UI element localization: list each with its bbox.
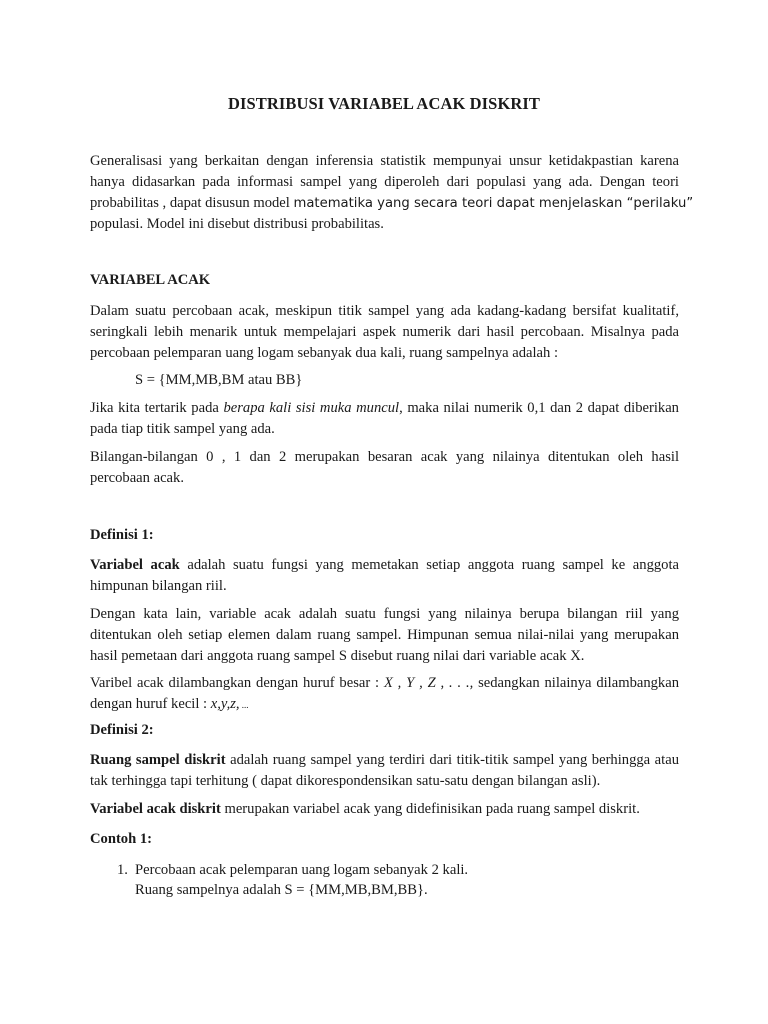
va-p2-line-1 — [90, 398, 679, 419]
va-p2-line-1a: Jika kita tertarik pada — [90, 400, 224, 416]
va-p2-emphasis: berapa kali sisi muka muncul — [223, 400, 400, 416]
def1-lower-symbols: x,y,z, — [210, 696, 240, 712]
intro-line-1: Generalisasi yang berkaitan dengan inferensia statistik mempunyai unsur ketidakpastian karena — [90, 153, 679, 169]
contoh-1-heading: Contoh 1: — [90, 831, 153, 847]
def1-ellipsis: ... — [239, 700, 249, 710]
definisi-1-paragraph-1 — [90, 555, 679, 597]
sample-space-formula: S = {MM,MB,BM atau BB} — [135, 372, 303, 388]
intro-line-2: hanya didasarkan pada informasi sampel yang diperoleh dari populasi yang ada. Dengan teori — [90, 174, 679, 190]
va-p1-line-2: seringkali lebih menarik untuk mempelajari aspek numerik dari hasil percobaan. Misalnya pada — [90, 324, 679, 340]
def1-upper-symbols: X , Y , Z , . . ., — [383, 675, 474, 691]
definisi-2-paragraph-2 — [90, 799, 679, 820]
def1-term: Variabel acak — [90, 557, 180, 573]
list-item-number: 1. — [117, 862, 128, 878]
def2-term-1: Ruang sampel diskrit — [90, 752, 226, 768]
list-item — [117, 860, 468, 900]
def1-p3-line-1 — [90, 673, 679, 694]
def1-p3-line-2 — [90, 694, 679, 716]
variabel-acak-paragraph-2 — [90, 398, 679, 440]
intro-line-3a: probabilitas , dapat disusun model — [90, 195, 294, 211]
variabel-acak-paragraph-3 — [90, 447, 679, 489]
def1-p2-line-2: ditentukan oleh setiap elemen dalam ruang sampel. Himpunan semua nilai-nilai yang merupakan — [90, 627, 679, 643]
def1-p3-line-1b: sedangkan nilainya dilambangkan — [473, 675, 680, 691]
def2-p2-text: merupakan variabel acak yang didefinisikan pada ruang sampel diskrit. — [220, 801, 640, 817]
def1-p2-line-3: hasil pemetaan dari anggota ruang sampel S disebut ruang nilai dari variable acak X. — [90, 648, 585, 664]
va-p1-line-3: percobaan pelemparan uang logam sebanyak dua kali, ruang sampelnya adalah : — [90, 345, 559, 361]
definisi-2-heading: Definisi 2: — [90, 722, 154, 738]
def1-p1-line-1 — [90, 555, 679, 576]
def1-p3-line-2a: dengan huruf kecil : — [90, 696, 211, 712]
intro-line-4: populasi. Model ini disebut distribusi probabilitas. — [90, 216, 384, 232]
variabel-acak-paragraph-1 — [90, 301, 679, 364]
document-title: DISTRIBUSI VARIABEL ACAK DISKRIT — [227, 94, 541, 113]
intro-line-3b: matematika yang secara teori dapat menjelaskan “perilaku” — [293, 196, 694, 211]
definisi-1-paragraph-3 — [90, 673, 679, 716]
definisi-1-heading: Definisi 1: — [90, 527, 154, 543]
va-p2-line-2: pada tiap titik sampel yang ada. — [90, 421, 275, 437]
def1-p3-line-1a: Varibel acak dilambangkan dengan huruf besar : — [90, 675, 384, 691]
list-item-line-1 — [117, 860, 468, 880]
def2-p1-line-1-text: adalah ruang sampel yang terdiri dari titik-titik sampel yang berhingga atau — [225, 752, 679, 768]
definisi-2-paragraph-1 — [90, 750, 679, 792]
def2-p1-line-1 — [90, 750, 679, 771]
def2-term-2: Variabel acak diskrit — [90, 801, 221, 817]
list-item-line-2: Ruang sampelnya adalah S = {MM,MB,BM,BB}. — [135, 882, 428, 898]
def1-p1-line-1-text: adalah suatu fungsi yang memetakan setiap anggota ruang sampel ke anggota — [179, 557, 679, 573]
section-heading-variabel-acak: VARIABEL ACAK — [90, 272, 211, 288]
list-item-text-1: Percobaan acak pelemparan uang logam sebanyak 2 kali. — [135, 862, 469, 878]
va-p3-line-1: Bilangan-bilangan 0 , 1 dan 2 merupakan besaran acak yang nilainya ditentukan oleh hasil — [90, 449, 679, 465]
def2-p1-line-2: tak terhingga tapi terhitung ( dapat dikorespondensikan satu-satu dengan bilangan asli). — [90, 773, 601, 789]
va-p1-line-1: Dalam suatu percobaan acak, meskipun titik sampel yang ada kadang-kadang bersifat kualitatif, — [90, 303, 679, 319]
def1-p1-line-2: himpunan bilangan riil. — [90, 578, 227, 594]
def2-p2-line-1 — [90, 799, 679, 820]
definisi-1-paragraph-2 — [90, 604, 679, 667]
va-p3-line-2: percobaan acak. — [90, 470, 184, 486]
intro-paragraph — [90, 151, 694, 235]
intro-line-3 — [90, 193, 694, 214]
va-p2-line-1c: , maka nilai numerik 0,1 dan 2 dapat diberikan — [399, 400, 679, 416]
def1-p2-line-1: Dengan kata lain, variable acak adalah suatu fungsi yang nilainya berupa bilangan riil yang — [90, 606, 679, 622]
